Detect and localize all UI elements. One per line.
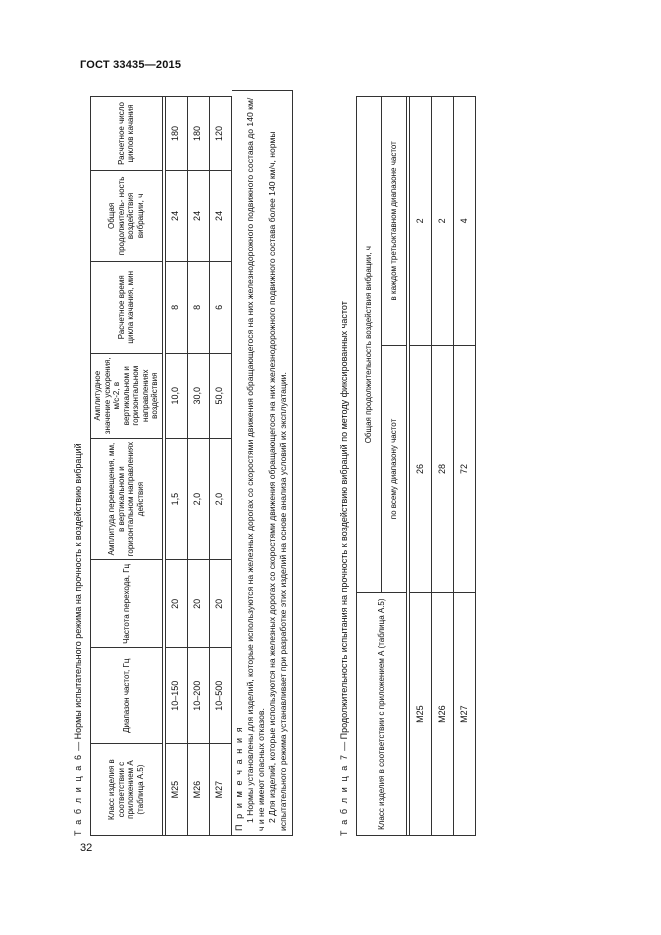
table-cell: М26 xyxy=(432,593,454,836)
note-1: 1 Нормы установлены для изделий, которые используются на железных дорогах со скоростями движения обращающегося на них железнодорожного подвижного состава до 140 км/ч и не имеют опасных отказов. xyxy=(244,97,266,831)
page-number: 32 xyxy=(80,842,93,854)
table6-header-cell: Общая продолжитель- ность воздействия вибрации, ч xyxy=(91,170,163,261)
table-cell: 180 xyxy=(165,97,187,171)
table-row xyxy=(454,97,476,836)
table-row xyxy=(432,97,454,836)
table-cell: 28 xyxy=(432,345,454,593)
table7 xyxy=(356,96,476,836)
table-cell: 20 xyxy=(165,560,187,648)
table6-label: Т а б л и ц а 6 xyxy=(73,753,83,836)
table-cell: 6 xyxy=(209,261,231,353)
note-2: 2 Для изделий, которые используются на железных дорогах со скоростями движения обращающегося на них железнодорожного подвижного состава более 140 км/ч, нормы испытательного режима устанавливает при разработке этих изделий на основе анализа условий их эксплуатации. xyxy=(266,131,288,831)
table-cell: 120 xyxy=(209,97,231,171)
table-cell: 1,5 xyxy=(165,438,187,560)
table7-label: Т а б л и ц а 7 xyxy=(339,753,349,836)
table6-notes xyxy=(232,90,293,836)
table-cell: 10,0 xyxy=(165,353,187,438)
table7-caption xyxy=(338,96,356,836)
table-cell: 4 xyxy=(454,97,476,346)
table-cell: 2 xyxy=(432,97,454,346)
table-cell: 2,0 xyxy=(187,438,209,560)
table-cell: М25 xyxy=(410,593,432,836)
table7-title: — Продолжительность испытания на прочность к воздействию вибраций по методу фиксированных частот xyxy=(339,301,349,754)
table6-header-cell: Расчетное число циклов качания xyxy=(91,97,163,171)
table-cell: 20 xyxy=(209,560,231,648)
table6-header-cell: Диапазон частот, Гц xyxy=(91,648,163,744)
table-cell: 2,0 xyxy=(209,438,231,560)
table6 xyxy=(90,96,232,836)
table7-header-group: Общая продолжительность воздействия вибрации, ч xyxy=(357,97,382,593)
table-cell: 10–150 xyxy=(165,648,187,744)
table7-subheader-cell: по всему диапазону частот xyxy=(382,345,407,593)
table7-subheader-cell: в каждом третьоктавном диапазоне частот xyxy=(382,97,407,346)
notes-label: П р и м е ч а н и я xyxy=(233,725,244,831)
table-cell: 8 xyxy=(165,261,187,353)
table6-title: — Нормы испытательного режима на прочность к воздействию вибраций xyxy=(73,443,83,754)
table-cell: М27 xyxy=(209,744,231,836)
table-row xyxy=(209,97,231,836)
table-cell: 20 xyxy=(187,560,209,648)
table-cell: 24 xyxy=(209,170,231,261)
table-row xyxy=(410,97,432,836)
table6-caption xyxy=(72,96,90,836)
table-cell: 2 xyxy=(410,97,432,346)
table-cell: 50,0 xyxy=(209,353,231,438)
table6-header-cell: Амплитуда перемещения, мм, в вертикальном и горизонтальном направлениях действия xyxy=(91,438,163,560)
table-cell: 10–500 xyxy=(209,648,231,744)
table-cell: 10–200 xyxy=(187,648,209,744)
table6-header-cell: Класс изделия в соответствии с приложением А (таблица А.5) xyxy=(91,744,163,836)
table7-header-row xyxy=(357,97,382,836)
table-cell: 8 xyxy=(187,261,209,353)
table-cell: 30,0 xyxy=(187,353,209,438)
table-row xyxy=(187,97,209,836)
table6-header-cell: Расчетное время цикла качания, мин xyxy=(91,261,163,353)
table7-header-class: Класс изделия в соответствии с приложением А (таблица А.5) xyxy=(357,593,407,836)
table-cell: М25 xyxy=(165,744,187,836)
table-cell: 180 xyxy=(187,97,209,171)
table-cell: 24 xyxy=(187,170,209,261)
table-cell: М27 xyxy=(454,593,476,836)
table6-header-row xyxy=(91,97,163,836)
table6-header-cell: Частота перехода, Гц xyxy=(91,560,163,648)
table-cell: 24 xyxy=(165,170,187,261)
table7-block xyxy=(338,96,476,836)
table6-block xyxy=(72,96,293,836)
table-cell: 26 xyxy=(410,345,432,593)
table6-header-cell: Амплитудное значение ускорения, м/с-2, в вертикальном и горизонтальном направлениях воздействия xyxy=(91,353,163,438)
table-cell: 72 xyxy=(454,345,476,593)
table-row xyxy=(165,97,187,836)
table-cell: М26 xyxy=(187,744,209,836)
document-header: ГОСТ 33435—2015 xyxy=(80,59,182,71)
